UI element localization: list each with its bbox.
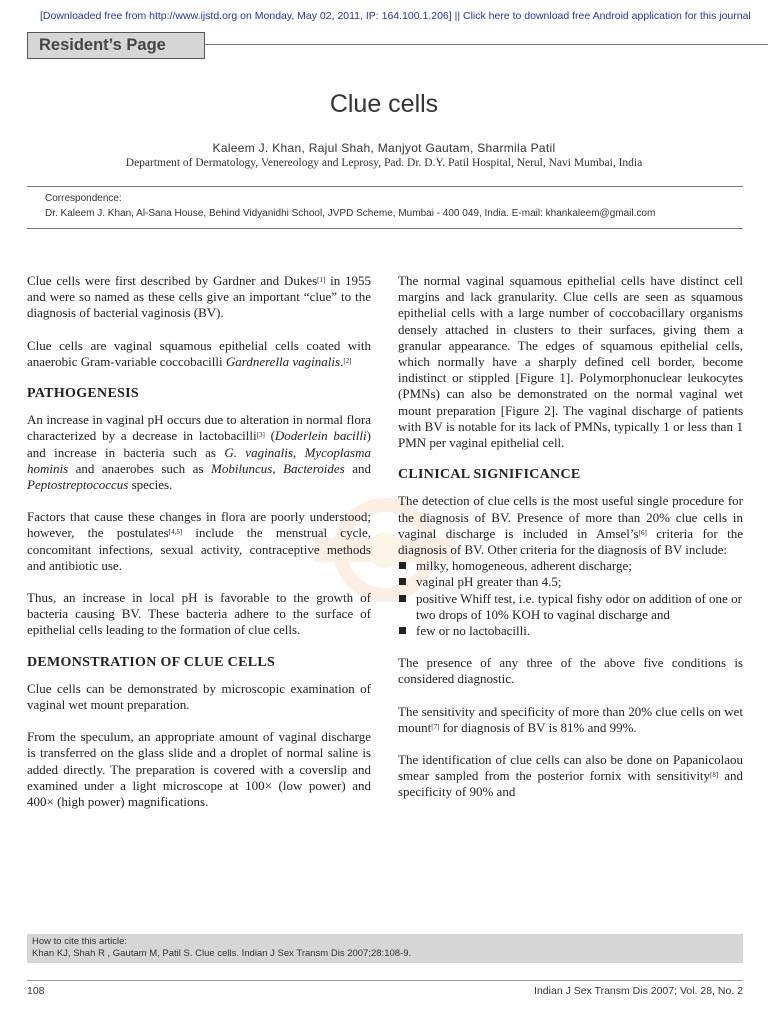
header-rule	[205, 44, 768, 45]
author-affiliation: Department of Dermatology, Venereology and Leprosy, Pad. Dr. D.Y. Patil Hospital, Nerul, Navi Mumbai, India	[125, 157, 643, 169]
square-bullet-icon	[399, 562, 406, 569]
reference-marker[interactable]: [3]	[256, 431, 265, 440]
reference-marker[interactable]: [4,5]	[168, 528, 183, 537]
correspondence-top-rule	[27, 186, 743, 187]
author-list: Kaleem J. Khan, Rajul Shah, Manjyot Gautam, Sharmila Patil	[212, 141, 556, 155]
list-item: few or no lactobacilli.	[398, 623, 743, 639]
paragraph-microscopy: Clue cells can be demonstrated by microscopic examination of vaginal wet mount preparation.	[27, 680, 371, 713]
reference-marker[interactable]: [2]	[343, 356, 352, 365]
journal-reference: Indian J Sex Transm Dis 2007; Vol. 28, No. 2	[534, 985, 743, 997]
list-item: vaginal pH greater than 4.5;	[398, 574, 743, 590]
download-banner	[40, 10, 768, 22]
left-column	[27, 273, 371, 826]
paragraph-factors: Factors that cause these changes in flora are poorly understood; however, the postulates[4,5] include the menstrual cycle, concomitant infections, sexual activity, contraceptive methods and antibiotic use.	[27, 509, 371, 573]
banner-separator: ||	[454, 10, 461, 22]
paragraph-definition: Clue cells are vaginal squamous epithelial cells coated with anaerobic Gram-variable coccobacilli Gardnerella vaginalis.[2]	[27, 337, 371, 369]
correspondence-address: Dr. Kaleem J. Khan, Al-Sana House, Behind Vidyanidhi School, JVPD Scheme, Mumbai - 400 049, India. E-mail: khankaleem@gmail.com	[45, 208, 656, 219]
paragraph-conditions: The presence of any three of the above five conditions is considered diagnostic.	[398, 655, 743, 687]
square-bullet-icon	[399, 595, 406, 602]
correspondence-label: Correspondence:	[45, 193, 122, 204]
list-item: positive Whiff test, i.e. typical fishy odor on addition of one or two drops of 10% KOH to vaginal discharge and	[398, 591, 743, 623]
list-item: milky, homogeneous, adherent discharge;	[398, 558, 743, 574]
paragraph-morphology: The normal vaginal squamous epithelial cells have distinct cell margins and lack granularity. Clue cells are seen as squamous epithelial cells with a large number of coccobacillary organisms densely attached in clusters to their surfaces, giving them a granular appearance. The edges of squamous epithelial cells, which normally have a sharply defined cell border, become indistinct or stippled [Figure 1]. Polymorphonuclear leukocytes (PMNs) can also be demonstrated on the normal vaginal wet mount preparation [Figure 2]. The vaginal discharge of patients with BV is notable for its lack of PMNs, typically 1 or less than 1 PMN per vaginal epithelial cell.	[398, 273, 743, 451]
citation-box	[27, 934, 743, 963]
reference-marker[interactable]: [7]	[431, 722, 440, 731]
paragraph-ph: Thus, an increase in local pH is favorable to the growth of bacteria causing BV. These bacteria adhere to the surface of epithelial cells leading to the formation of clue cells.	[27, 590, 371, 638]
heading-demonstration: DEMONSTRATION OF CLUE CELLS	[27, 654, 276, 670]
right-column	[398, 273, 743, 817]
paragraph-intro: Clue cells were first described by Gardner and Dukes[1] in 1955 and were so named as these cells give an important “clue” to the diagnosis of bacterial vaginosis (BV).	[27, 273, 371, 321]
reference-marker[interactable]: [8]	[710, 771, 719, 780]
android-app-link[interactable]: Click here to download free Android application for this journal	[463, 10, 751, 22]
heading-pathogenesis: PATHOGENESIS	[27, 386, 139, 402]
organism-name: Gardnerella vaginalis	[225, 353, 341, 369]
heading-clinical-significance: CLINICAL SIGNIFICANCE	[398, 467, 581, 483]
paragraph-sensitivity: The sensitivity and specificity of more than 20% clue cells on wet mount[7] for diagnosis of BV is 81% and 99%.	[398, 703, 743, 735]
criteria-list	[398, 558, 743, 639]
article-title: Clue cells	[329, 90, 439, 118]
square-bullet-icon	[399, 627, 406, 634]
citation-label: How to cite this article:	[32, 936, 128, 947]
footer-rule	[27, 980, 743, 981]
page-number: 108	[27, 985, 45, 997]
paragraph-pap-smear: The identification of clue cells can also be done on Papanicolaou smear sampled from the posterior fornix with sensitivity[8] and specificity of 90% and	[398, 752, 743, 800]
paragraph-pathogenesis: An increase in vaginal pH occurs due to alteration in normal flora characterized by a decrease in lactobacilli[3] (Doderlein bacilli) and increase in bacteria such as G. vaginalis, Mycoplasma hominis and anaerobes such as Mobiluncus, Bacteroides and Peptostreptococcus species.	[27, 412, 371, 493]
section-tag: Resident’s Page	[27, 32, 205, 59]
reference-marker[interactable]: [6]	[638, 528, 647, 537]
download-source-link[interactable]: [Downloaded free from http://www.ijstd.org on Monday, May 02, 2011, IP: 164.100.1.206]	[40, 10, 452, 22]
correspondence-bottom-rule	[27, 228, 743, 229]
reference-marker[interactable]: [1]	[317, 276, 326, 284]
paragraph-procedure: From the speculum, an appropriate amount of vaginal discharge is transferred on the glass slide and a droplet of normal saline is added directly. The preparation is covered with a coverslip and examined under a light microscope at 100× (low power) and 400× (high power) magnifications.	[27, 729, 371, 810]
square-bullet-icon	[399, 578, 406, 585]
citation-text: Khan KJ, Shah R , Gautam M, Patil S. Clue cells. Indian J Sex Transm Dis 2007;28:108-9.	[32, 948, 412, 959]
paragraph-diagnosis: The detection of clue cells is the most useful single procedure for the diagnosis of BV. Presence of more than 20% clue cells in vaginal discharge is included in Amsel’s[6] criteria for the diagnosis of BV. Other criteria for the diagnosis of BV include:	[398, 493, 744, 558]
